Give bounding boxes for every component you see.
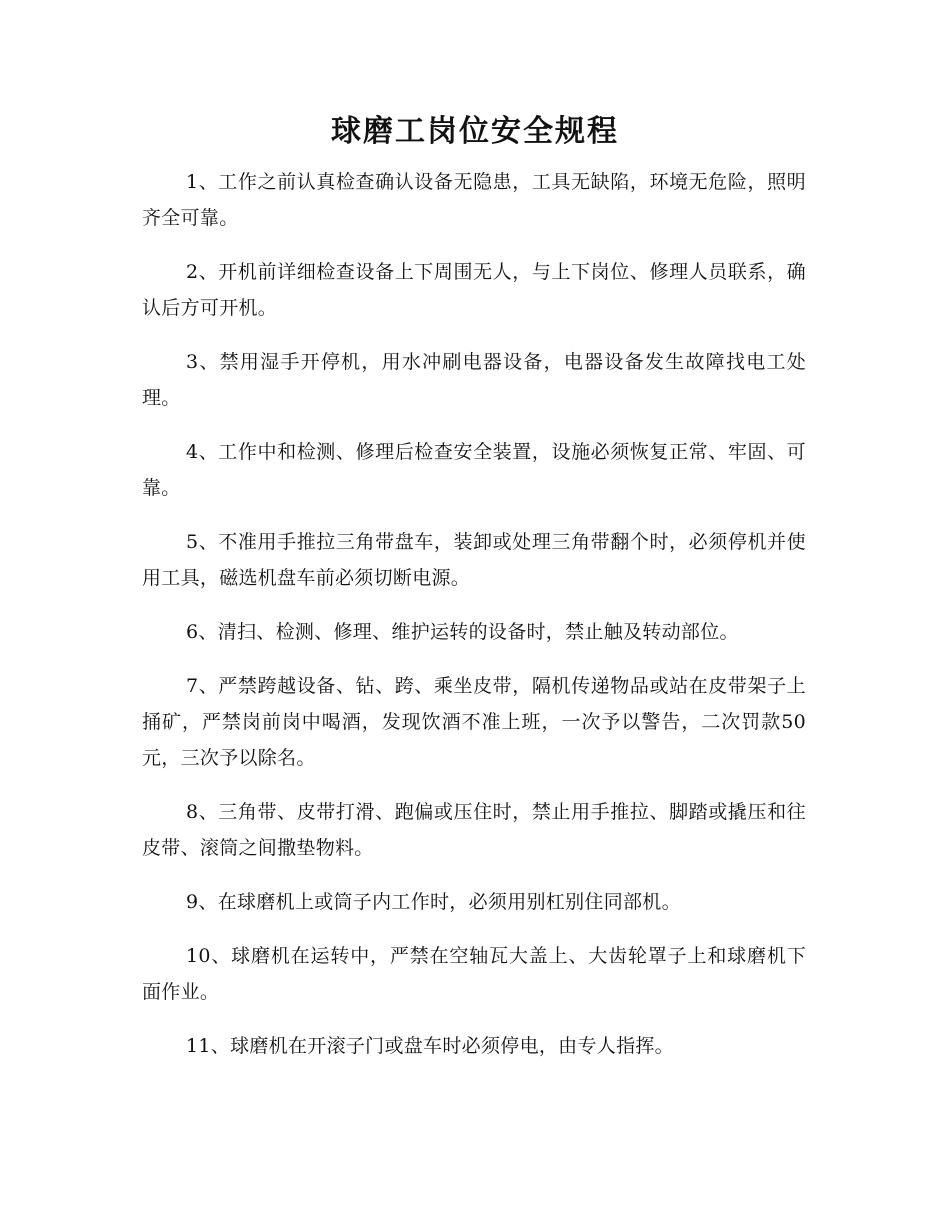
rule-paragraph-9: 9、在球磨机上或筒子内工作时，必须用别杠别住同部机。 xyxy=(186,891,681,913)
rule-paragraph-1: 1、工作之前认真检查确认设备无隐患，工具无缺陷，环境无危险，照明齐全可靠。 xyxy=(142,171,806,229)
rule-paragraph-11: 11、球磨机在开滚子门或盘车时必须停电，由专人指挥。 xyxy=(186,1035,674,1057)
rule-paragraph-7: 7、严禁跨越设备、钻、跨、乘坐皮带，隔机传递物品或站在皮带架子上捅矿，严禁岗前岗中喝酒，发现饮酒不准上班，一次予以警告，二次罚款50元，三次予以除名。 xyxy=(142,675,806,769)
page-title: 球磨工岗位安全规程 xyxy=(331,114,619,149)
rule-paragraph-4: 4、工作中和检测、修理后检查安全装置，设施必须恢复正常、牢固、可靠。 xyxy=(142,441,806,499)
rule-paragraph-5: 5、不准用手推拉三角带盘车，装卸或处理三角带翻个时，必须停机并使用工具，磁选机盘车前必须切断电源。 xyxy=(142,531,806,589)
rule-paragraph-8: 8、三角带、皮带打滑、跑偏或压住时，禁止用手推拉、脚踏或撬压和往皮带、滚筒之间撒垫物料。 xyxy=(142,801,806,859)
rule-paragraph-3: 3、禁用湿手开停机，用水冲刷电器设备，电器设备发生故障找电工处理。 xyxy=(142,351,806,409)
rule-paragraph-2: 2、开机前详细检查设备上下周围无人，与上下岗位、修理人员联系，确认后方可开机。 xyxy=(142,261,806,319)
rule-paragraph-6: 6、清扫、检测、修理、维护运转的设备时，禁止触及转动部位。 xyxy=(186,621,739,643)
document-body xyxy=(142,164,806,1082)
rule-paragraph-10: 10、球磨机在运转中，严禁在空轴瓦大盖上、大齿轮罩子上和球磨机下面作业。 xyxy=(142,945,806,1003)
